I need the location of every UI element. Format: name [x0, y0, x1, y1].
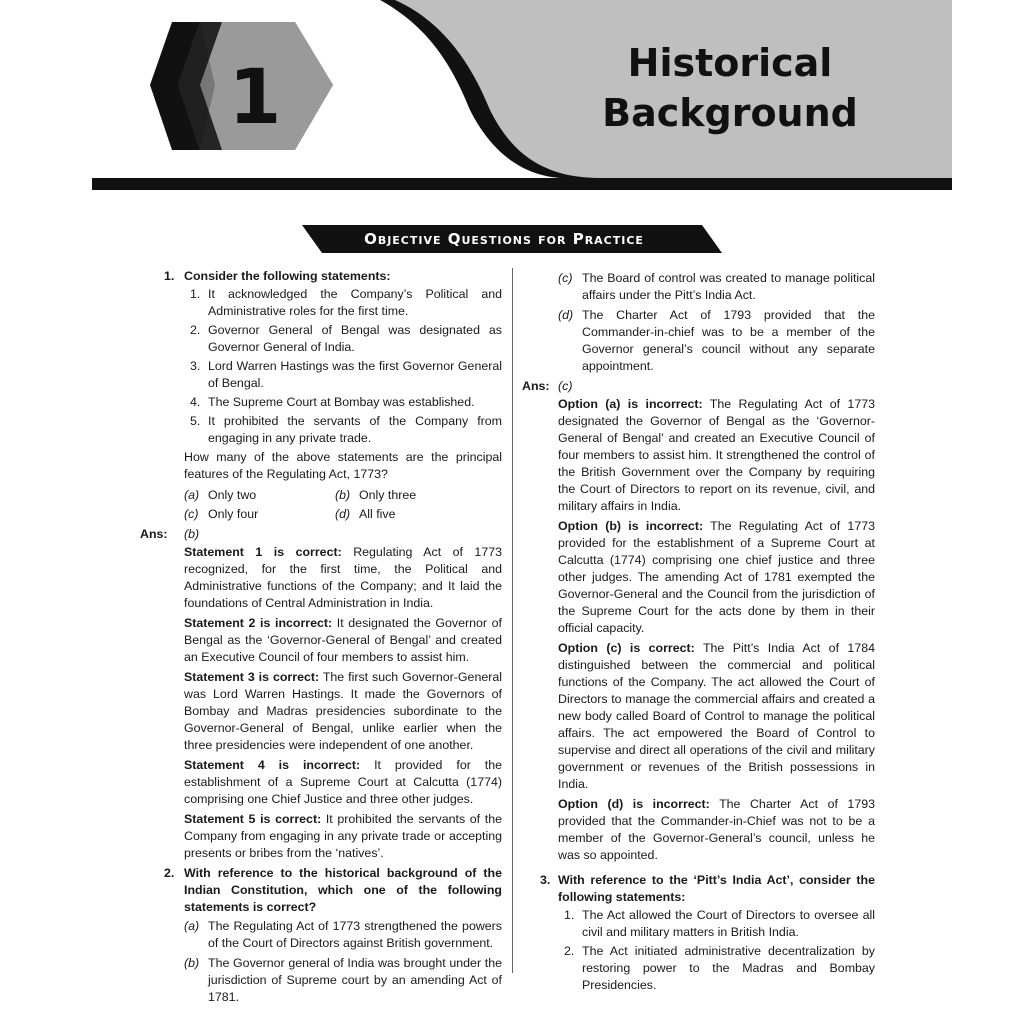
question-text: With reference to the historical background of the Indian Constitution, which one of the following statements is correct? — [184, 866, 502, 914]
answer-1 — [140, 526, 502, 543]
option-a[interactable]: (a) Only two — [184, 488, 257, 502]
explanation-1 — [140, 544, 502, 862]
question-1 — [140, 268, 502, 523]
statement-item: 2. The Act initiated administrative decentralization by restoring power to the Madras and Bombay Presidencies. — [564, 944, 875, 992]
option-d[interactable]: (d) The Charter Act of 1793 provided that the Commander-in-chief was to be a member of the Governor general’s council without any separate appointment. — [558, 308, 875, 373]
question-3 — [522, 872, 875, 994]
explanation-para: Statement 4 is incorrect: It provided for the establishment of a Supreme Court at Calcutta (1774) comprising one Chief Justice and three other judges. — [184, 758, 503, 806]
option-c[interactable]: (c) Only four — [184, 507, 259, 521]
chapter-title — [600, 38, 860, 138]
statement-item: 4. The Supreme Court at Bombay was established. — [190, 395, 475, 409]
explanation-para: Statement 3 is correct: The first such Governor-General was Lord Warren Hastings. It made the Governors of Bombay and Madras presidencies subordinate to the Governor-General of Bengal, unlike earlier when the three presidencies were independent of one another. — [184, 670, 503, 752]
answer-label: Ans: — [522, 379, 550, 393]
question-number: 3. — [540, 873, 551, 887]
answer-value: (c) — [558, 379, 573, 393]
answer-value: (b) — [184, 527, 200, 541]
explanation-para: Option (a) is incorrect: The Regulating Act of 1773 designated the Governor of Bengal as the ‘Governor-General of Bengal’ and created an Executive Council of four members to assist him. It strengthened the control of the British Government over the Company by requiring the Court of Directors to report on its revenue, civil, and military affairs in India. — [558, 397, 875, 513]
statement-item: 2. Governor General of Bengal was designated as Governor General of India. — [190, 323, 502, 354]
chapter-header-graphic — [0, 0, 1024, 200]
question-2 — [140, 865, 502, 1006]
answer-label: Ans: — [140, 527, 168, 541]
question-text: With reference to the ‘Pitt’s India Act’, consider the following statements: — [558, 873, 875, 904]
statement-item: 3. Lord Warren Hastings was the first Governor General of Bengal. — [190, 359, 502, 390]
option-c[interactable]: (c) The Board of control was created to manage political affairs under the Pitt’s India Act. — [558, 271, 875, 302]
statement-item: 1. The Act allowed the Court of Directors to oversee all civil and military matters in British India. — [564, 908, 875, 939]
statement-item: 1. It acknowledged the Company’s Political and Administrative roles for the first time. — [190, 287, 502, 318]
answer-2 — [522, 378, 875, 395]
right-column — [522, 268, 875, 997]
section-banner-text: Objective Questions for Practice — [364, 230, 644, 248]
option-a[interactable]: (a) The Regulating Act of 1773 strengthened the powers of the Court of Directors against British government. — [184, 919, 502, 950]
option-b[interactable]: (b) The Governor general of India was brought under the jurisdiction of Supreme court by an amending Act of 1781. — [184, 956, 502, 1004]
option-b[interactable]: (b) Only three — [335, 488, 417, 502]
explanation-para: Statement 1 is correct: Regulating Act of 1773 recognized, for the first time, the Political and Administrative functions of the Company; and It laid the foundations of Central Administration in India. — [184, 545, 502, 610]
left-column — [140, 268, 502, 1009]
question-number: 2. — [164, 866, 175, 880]
question-number: 1. — [164, 269, 175, 283]
question-text: Consider the following statements: — [184, 269, 391, 283]
option-d[interactable]: (d) All five — [335, 507, 396, 521]
option-grid — [184, 487, 502, 523]
statement-item: 5. It prohibited the servants of the Company from engaging in any private trade. — [190, 414, 502, 445]
chapter-title-line2: Background — [602, 91, 858, 135]
explanation-para: Option (b) is incorrect: The Regulating Act of 1773 provided for the establishment of a Supreme Court at Calcutta (1774) comprising one chief justice and three other judges. The amending Act of 1781 exempted the Governor-General and the Council from the jurisdiction of the Supreme Court for the acts done by them in their official capacity. — [558, 519, 875, 635]
chapter-number: 1 — [228, 52, 282, 141]
explanation-para: Statement 5 is correct: It prohibited the servants of the Company from engaging in any private trade or accepting presents or bribes from the ‘natives’. — [184, 812, 502, 860]
chapter-title-line1: Historical — [627, 41, 833, 85]
explanation-para: Option (d) is incorrect: The Charter Act of 1793 provided that the Commander-in-Chief was not to be a member of the Governor-General’s council, unless he was so appointed. — [558, 797, 875, 862]
column-divider — [512, 268, 513, 973]
explanation-2 — [522, 396, 875, 864]
explanation-para: Statement 2 is incorrect: It designated the Governor of Bengal as the ‘Governor-General of Bengal’ and created an Executive Council of four members to assist him. — [184, 616, 502, 664]
question-stem: How many of the above statements are the principal features of the Regulating Act, 1773? — [184, 450, 502, 481]
explanation-para: Option (c) is correct: The Pitt’s India Act of 1784 distinguished between the commercial and political functions of the Company. The act allowed the Court of Directors to manage the commercial affairs and created a new body called Board of Control to manage the political affairs. The act empowered the Board of Control to supervise and direct all operations of the civil and military government or revenues of the British possessions in India. — [558, 641, 875, 791]
header-rule — [92, 178, 952, 190]
